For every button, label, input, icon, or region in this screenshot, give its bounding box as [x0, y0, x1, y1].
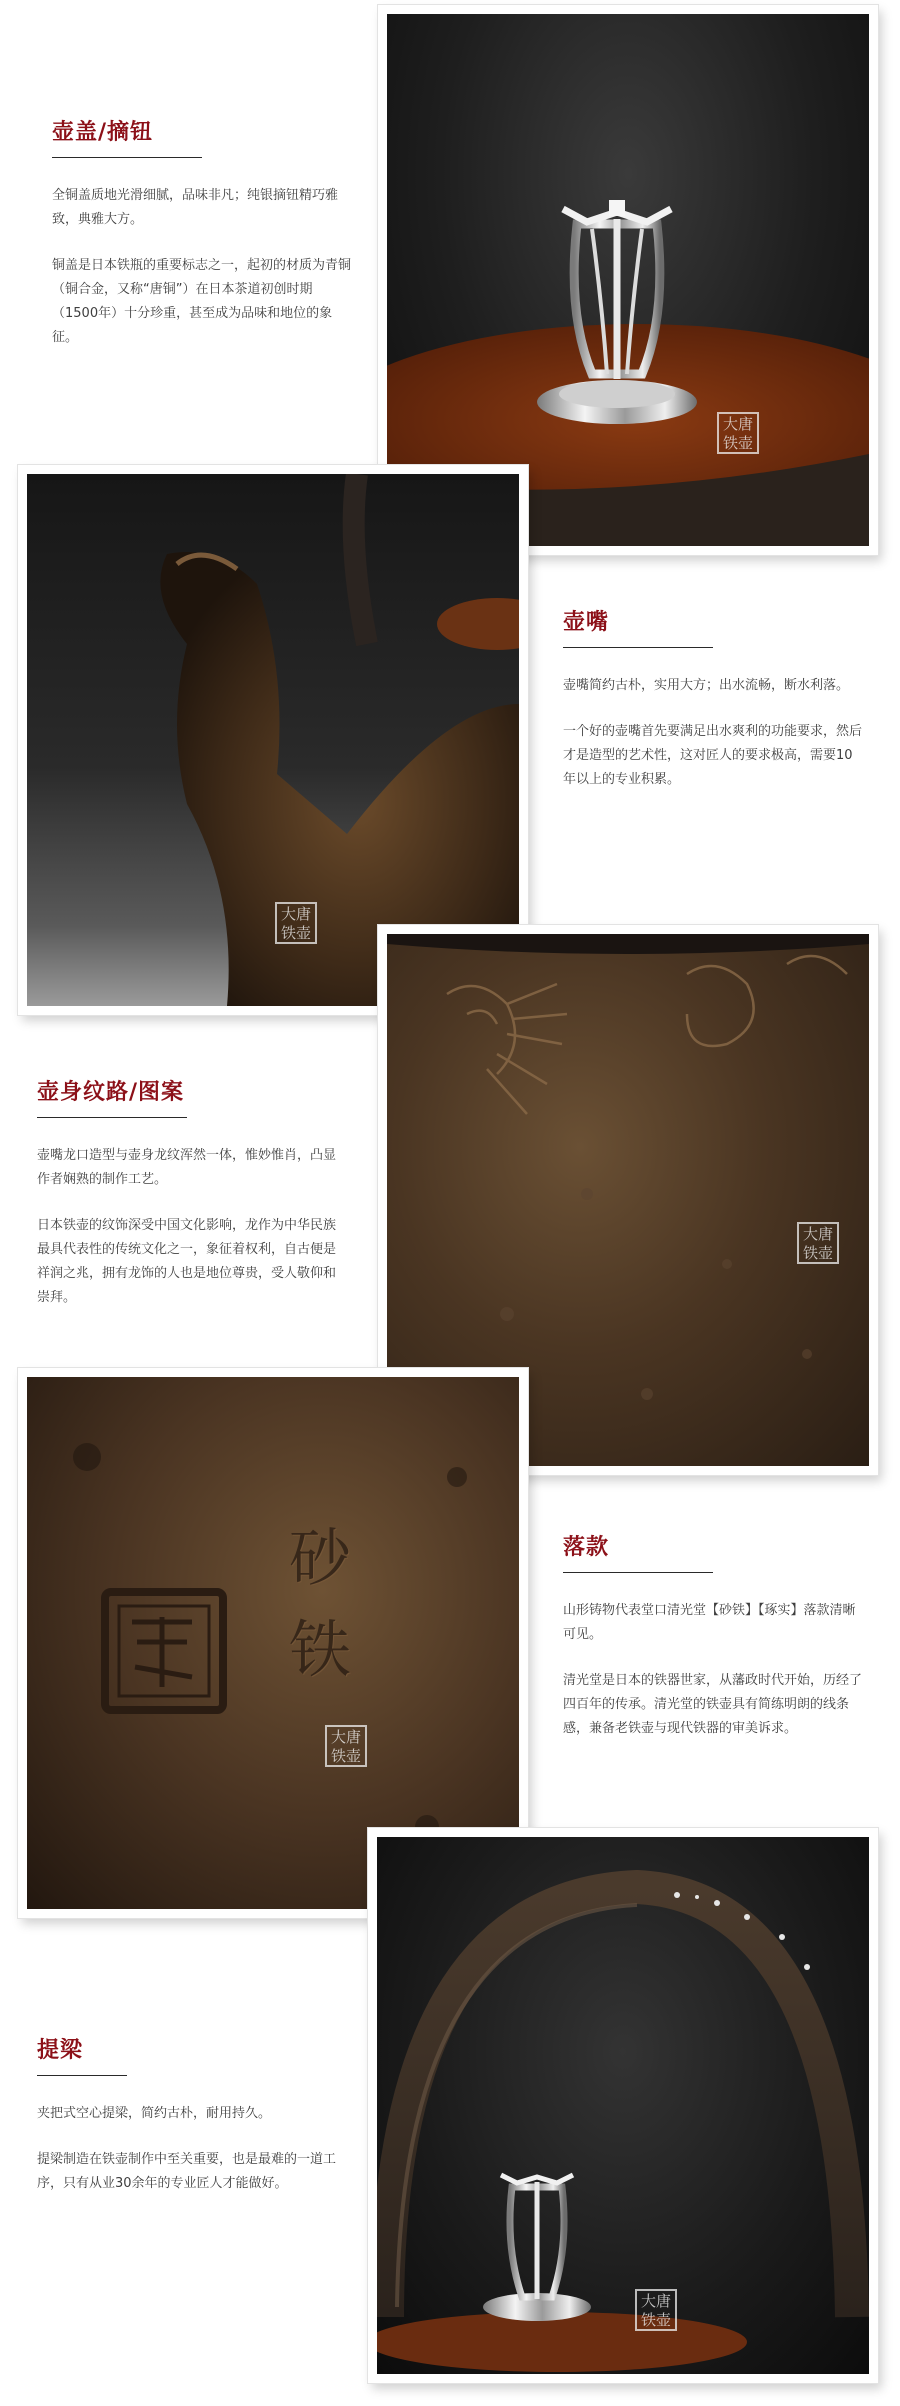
title-underline [52, 157, 202, 158]
paragraph: 夹把式空心提梁，简约古朴，耐用持久。 [37, 2106, 272, 2121]
section-body-pattern-text [37, 1082, 337, 1310]
watermark-seal: 大唐 铁壶 [797, 1222, 839, 1264]
stamp-mark-text: 砂铁 [289, 1521, 352, 1686]
watermark-seal: 大唐 铁壶 [635, 2289, 677, 2331]
paragraph: 全铜盖质地光滑细腻，品味非凡；纯银摘钮精巧雅致，典雅大方。 [52, 188, 339, 227]
section-maker-mark-text [563, 1537, 863, 1741]
watermark-seal: 大唐 铁壶 [325, 1725, 367, 1767]
title-underline [37, 1117, 187, 1118]
section-title: 壶嘴 [563, 610, 610, 635]
paragraph: 提梁制造在铁壶制作中至关重要，也是最难的一道工序，只有从业30余年的专业匠人才能做好。 [37, 2152, 337, 2191]
paragraph: 山形铸物代表堂口清光堂【砂铁】【琢实】落款清晰可见。 [563, 1603, 856, 1642]
paragraph: 铜盖是日本铁瓶的重要标志之一，起初的材质为青铜（铜合金，又称“唐铜”）在日本茶道初创时期（1500年）十分珍重，甚至成为品味和地位的象征。 [52, 258, 352, 345]
watermark-seal: 大唐 铁壶 [275, 902, 317, 944]
title-underline [563, 647, 713, 648]
section-title: 壶盖/摘钮 [52, 120, 154, 145]
title-underline [37, 2075, 127, 2076]
title-underline [563, 1572, 713, 1573]
section-title: 壶身纹路/图案 [37, 1080, 185, 1105]
section-spout-text [563, 612, 863, 792]
section-title: 落款 [563, 1535, 610, 1560]
paragraph: 壶嘴龙口造型与壶身龙纹浑然一体，惟妙惟肖，凸显作者娴熟的制作工艺。 [37, 1148, 337, 1187]
paragraph: 清光堂是日本的铁器世家，从藩政时代开始，历经了四百年的传承。清光堂的铁壶具有简练明朗的线条感，兼备老铁壶与现代铁器的审美诉求。 [563, 1673, 863, 1736]
photo-frame-handle [368, 1828, 878, 2383]
section-handle-text [37, 2040, 337, 2196]
handle-photo [377, 1837, 869, 2374]
watermark-seal: 大唐 铁壶 [717, 412, 759, 454]
section-title: 提梁 [37, 2038, 84, 2063]
paragraph: 一个好的壶嘴首先要满足出水爽利的功能要求，然后才是造型的艺术性，这对匠人的要求极高，需要10年以上的专业积累。 [563, 724, 863, 787]
paragraph: 日本铁壶的纹饰深受中国文化影响，龙作为中华民族最具代表性的传统文化之一，象征着权利，自古便是祥润之兆，拥有龙饰的人也是地位尊贵，受人敬仰和崇拜。 [37, 1218, 337, 1305]
paragraph: 壶嘴简约古朴，实用大方；出水流畅，断水利落。 [563, 678, 850, 693]
section-lid-text [52, 122, 352, 350]
